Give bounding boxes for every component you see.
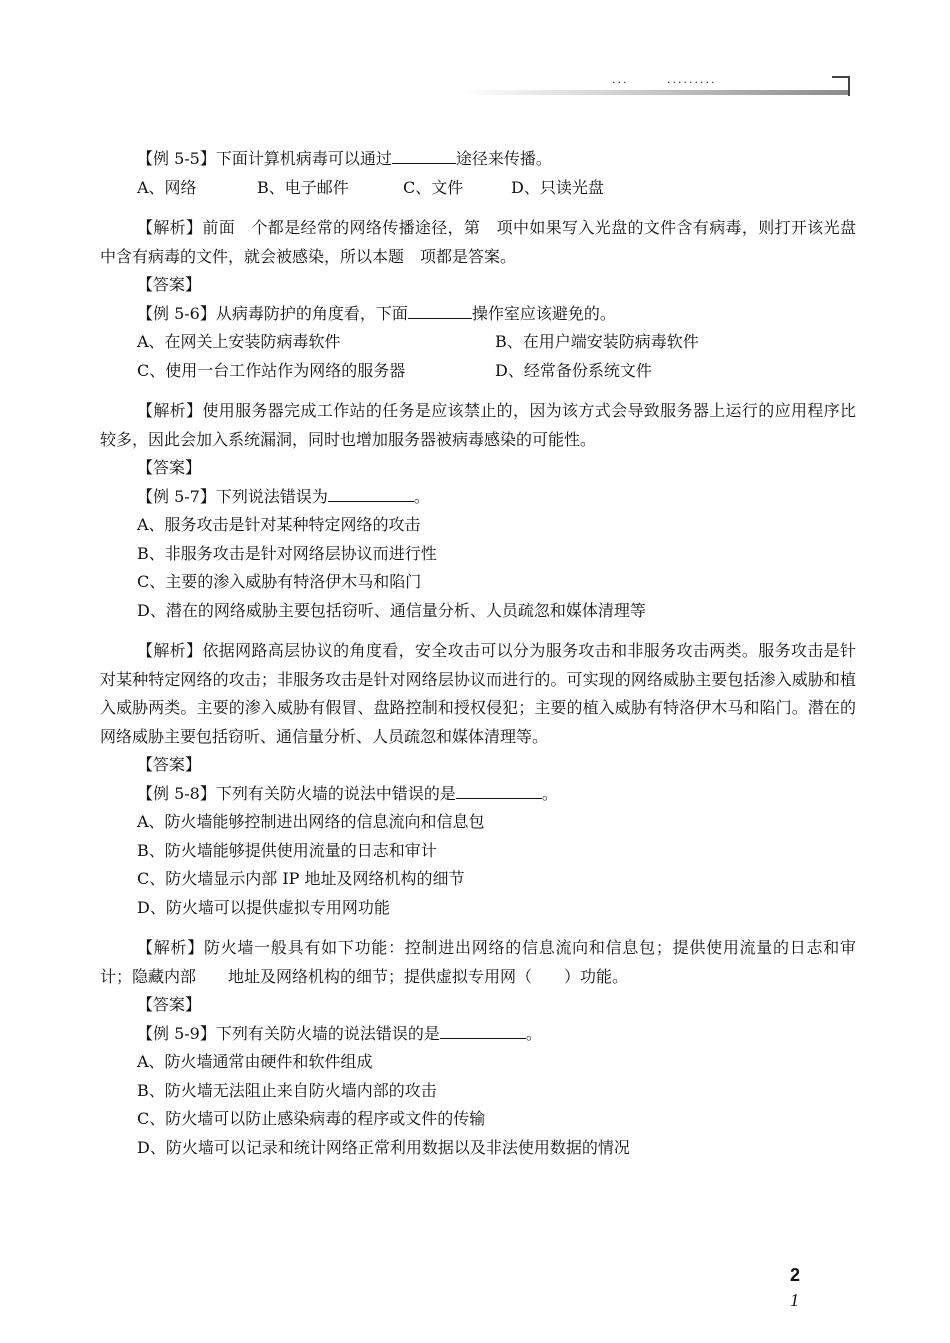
q56-stem: 【例 5-6】从病毒防护的角度看，下面 操作室应该避免的。 — [137, 303, 616, 323]
q57-analysis: 【解析】依据网路高层协议的角度看，安全攻击可以分为服务攻击和非服务攻击两类。服务攻击是针对某种特定网络的攻击；非服务攻击是针对网络层协议而进行的。可实现的网络威胁主要包括渗入威胁和植入威胁两类。主要的渗入威胁有假冒、盘路控制和授权侵犯；主要的植入威胁有特洛伊木马和陷门。潜在的网络威胁主要包括窃听、通信量分析、人员疏忽和媒体清理等。 — [100, 641, 856, 746]
q58-option-c: C、防火墙显示内部 IP 地址及网络机构的细节 — [137, 869, 465, 888]
header-corner-mark — [832, 76, 850, 96]
q57-answer: 【答案】 — [137, 755, 202, 774]
q58-analysis: 【解析】防火墙一般具有如下功能：控制进出网络的信息流向和信息包；提供使用流量的日志和审计；隐藏内部 地址及网络机构的细节；提供虚拟专用网（ ）功能。 — [100, 938, 856, 986]
answer-blank — [440, 1022, 526, 1039]
q56-answer: 【答案】 — [137, 458, 202, 477]
q59-option-a: A、防火墙通常由硬件和软件组成 — [137, 1052, 373, 1071]
q58-answer: 【答案】 — [137, 995, 202, 1014]
answer-blank — [328, 485, 414, 502]
answer-blank — [392, 147, 456, 164]
q59-option-b: B、防火墙无法阻止来自防火墙内部的攻击 — [137, 1080, 437, 1100]
q56-option-d: D、经常备份系统文件 — [495, 360, 652, 380]
q59-option-c: C、防火墙可以防止感染病毒的程序或文件的传输 — [137, 1109, 486, 1128]
header-chapter: ··· — [612, 76, 629, 89]
q57-option-c: C、主要的渗入威胁有特洛伊木马和陷门 — [137, 572, 422, 591]
q55-stem: 【例 5-5】下面计算机病毒可以通过 途径来传播。 — [137, 149, 552, 168]
q55-option-a: A、网络 — [137, 177, 197, 197]
page-number-sub: 1 — [790, 1290, 799, 1310]
q58-stem: 【例 5-8】下列有关防火墙的说法中错误的是 。 — [137, 783, 558, 803]
q58-option-a: A、防火墙能够控制进出网络的信息流向和信息包 — [137, 812, 485, 831]
q57-option-b: B、非服务攻击是针对网络层协议而进行性 — [137, 543, 437, 563]
q55-option-c: C、文件 — [403, 177, 464, 197]
q57-option-a: A、服务攻击是针对某种特定网络的攻击 — [137, 515, 421, 534]
q56-options-row1 — [100, 328, 856, 357]
q58-option-b: B、防火墙能够提供使用流量的日志和审计 — [137, 840, 437, 860]
q56-options-row2 — [100, 357, 856, 386]
q56-option-c: C、使用一台工作站作为网络的服务器 — [137, 360, 406, 380]
q58-option-d: D、防火墙可以提供虚拟专用网功能 — [137, 897, 390, 917]
page-body — [100, 145, 856, 1162]
q57-stem: 【例 5-7】下列说法错误为 。 — [137, 486, 430, 506]
header-rule — [462, 90, 850, 95]
header-title: ········· — [667, 76, 717, 89]
q55-answer: 【答案】 — [137, 275, 202, 294]
q55-option-d: D、只读光盘 — [511, 177, 604, 197]
q59-stem: 【例 5-9】下列有关防火墙的说法错误的是 。 — [137, 1023, 542, 1043]
q56-analysis: 【解析】使用服务器完成工作站的任务是应该禁止的，因为该方式会导致服务器上运行的应用程序比较多，因此会加入系统漏洞，同时也增加服务器被病毒感染的可能性。 — [100, 401, 856, 449]
q55-analysis: 【解析】前面 个都是经常的网络传播途径，第 项中如果写入光盘的文件含有病毒，则打开该光盘中含有病毒的文件，就会被感染，所以本题 项都是答案。 — [100, 218, 856, 266]
q57-option-d: D、潜在的网络威胁主要包括窃听、通信量分析、人员疏忽和媒体清理等 — [137, 600, 646, 620]
q56-option-a: A、在网关上安装防病毒软件 — [137, 332, 341, 351]
answer-blank — [456, 782, 542, 799]
q55-option-b: B、电子邮件 — [257, 177, 349, 197]
q59-option-d: D、防火墙可以记录和统计网络正常利用数据以及非法使用数据的情况 — [137, 1137, 630, 1157]
page-number: 2 — [790, 1265, 801, 1285]
q56-option-b: B、在用户端安装防病毒软件 — [495, 332, 699, 351]
running-header — [462, 72, 854, 96]
answer-blank — [408, 302, 472, 319]
q55-options — [100, 174, 856, 203]
